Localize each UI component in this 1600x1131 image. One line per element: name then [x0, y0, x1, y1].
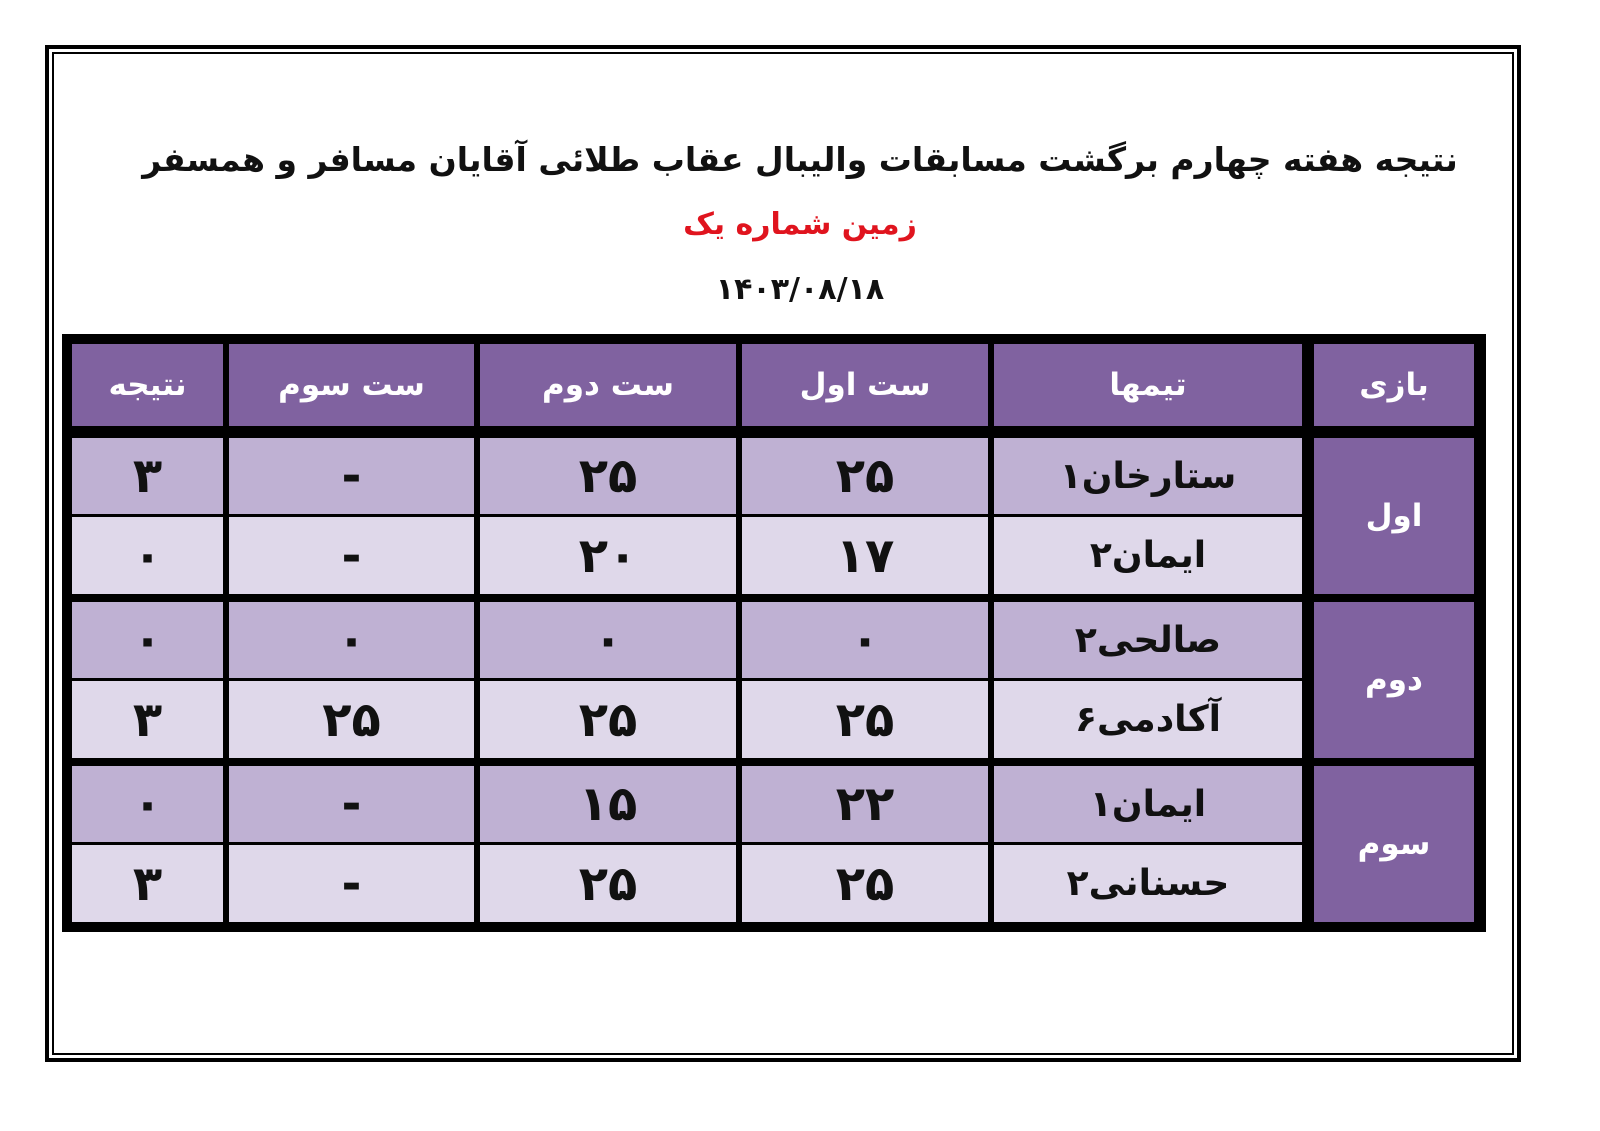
set1-score: ۰ — [742, 602, 988, 678]
set1-score: ۲۲ — [742, 766, 988, 842]
set1-score: ۲۵ — [742, 438, 988, 514]
set2-score: ۲۰ — [480, 517, 736, 594]
team-name: صالحی۲ — [994, 602, 1302, 678]
header-game: بازی — [1314, 344, 1474, 426]
game-label: دوم — [1314, 602, 1474, 758]
set3-score: - — [229, 517, 474, 594]
game-label: اول — [1314, 438, 1474, 594]
match-result: ۰ — [72, 602, 223, 678]
document-date: ۱۴۰۳/۰۸/۱۸ — [715, 272, 885, 307]
set3-score: ۲۵ — [229, 681, 474, 758]
team-name: ایمان۱ — [994, 766, 1302, 842]
set3-score: - — [229, 766, 474, 842]
set2-score: ۲۵ — [480, 681, 736, 758]
header-result: نتیجه — [72, 344, 223, 426]
match-result: ۳ — [72, 845, 223, 922]
header-set2: ست دوم — [480, 344, 736, 426]
set2-score: ۲۵ — [480, 438, 736, 514]
set1-score: ۲۵ — [742, 845, 988, 922]
match-result: ۳ — [72, 438, 223, 514]
set3-score: - — [229, 438, 474, 514]
set2-score: ۲۵ — [480, 845, 736, 922]
team-name: آکادمی۶ — [994, 681, 1302, 758]
match-result: ۳ — [72, 681, 223, 758]
set3-score: - — [229, 845, 474, 922]
document-subtitle: زمین شماره یک — [683, 207, 917, 242]
set1-score: ۱۷ — [742, 517, 988, 594]
set2-score: ۱۵ — [480, 766, 736, 842]
header-set3: ست سوم — [229, 344, 474, 426]
team-name: حسنانی۲ — [994, 845, 1302, 922]
set1-score: ۲۵ — [742, 681, 988, 758]
header-set1: ست اول — [742, 344, 988, 426]
match-result: ۰ — [72, 517, 223, 594]
game-label: سوم — [1314, 766, 1474, 922]
document-title: نتیجه هفته چهارم برگشت مسابقات والیبال عقاب طلائی آقایان مسافر و همسفر — [142, 140, 1458, 179]
team-name: ایمان۲ — [994, 517, 1302, 594]
header-teams: تیمها — [994, 344, 1302, 426]
set2-score: ۰ — [480, 602, 736, 678]
set3-score: ۰ — [229, 602, 474, 678]
match-result: ۰ — [72, 766, 223, 842]
results-table — [62, 334, 1486, 932]
team-name: ستارخان۱ — [994, 438, 1302, 514]
